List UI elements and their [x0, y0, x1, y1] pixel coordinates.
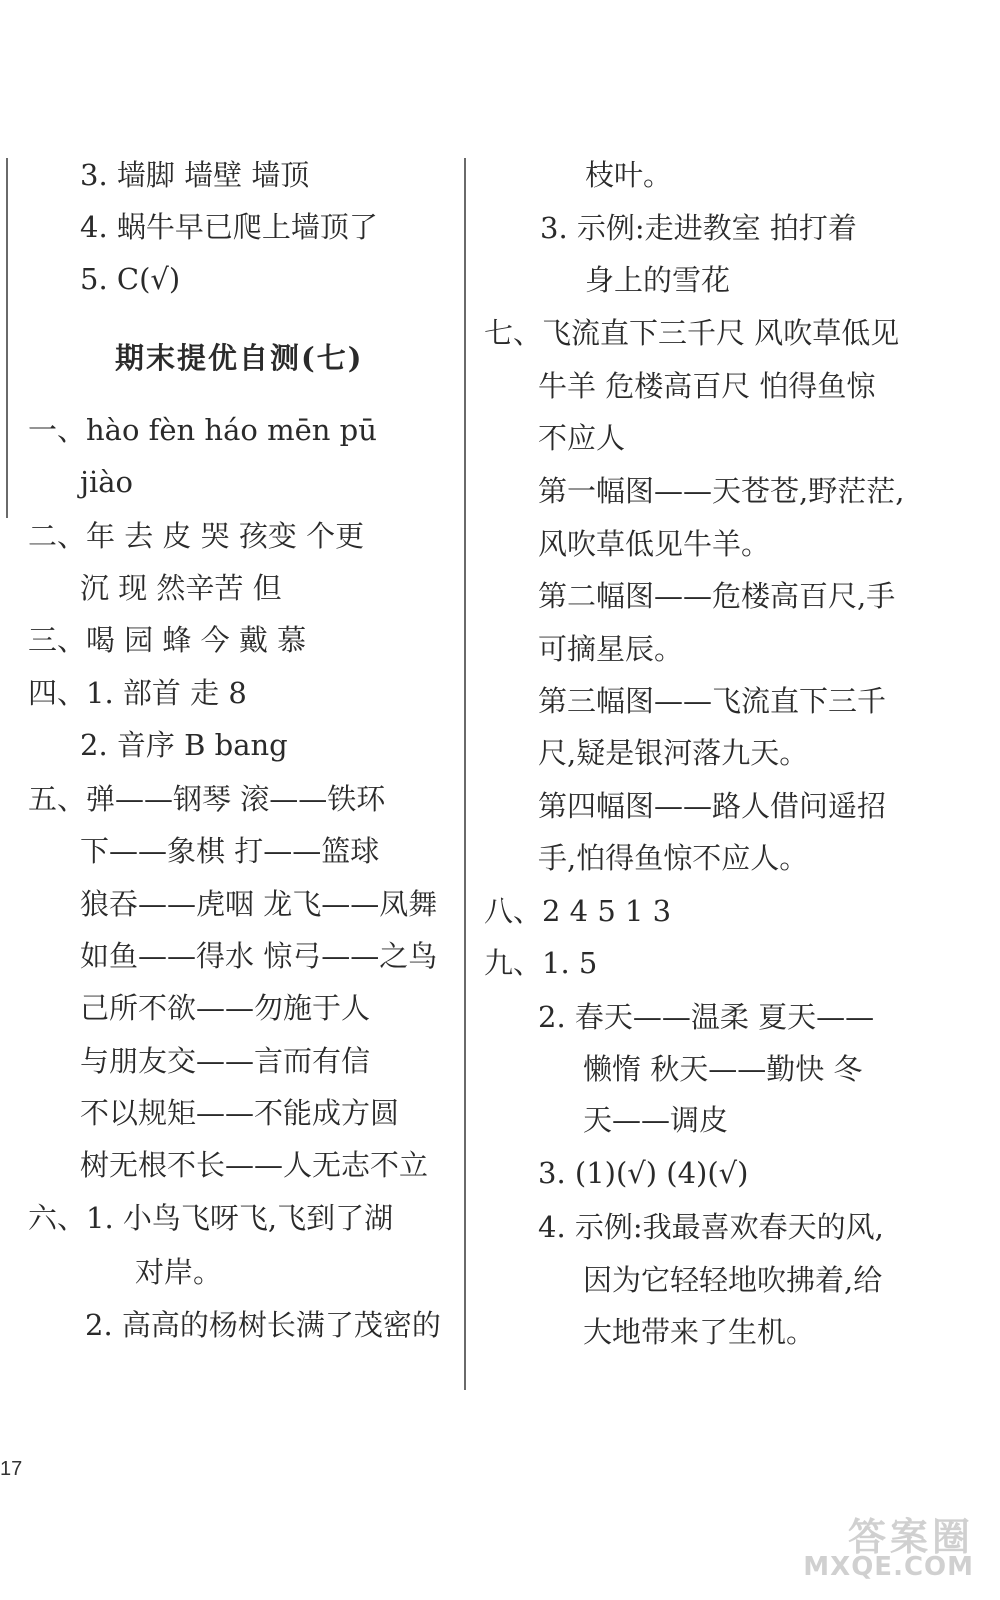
answer-line: 与朋友交——言而有信 [80, 1044, 371, 1078]
answer-line: 因为它轻轻地吹拂着,给 [583, 1263, 883, 1297]
answer-line: 大地带来了生机。 [583, 1315, 816, 1349]
answer-line: jiào [80, 465, 134, 499]
left-margin-rule [6, 158, 8, 518]
answer-line: 八、2 4 5 1 3 [484, 894, 672, 928]
answer-line: 狼吞——虎咽 龙飞——凤舞 [80, 887, 438, 921]
watermark-cn: 答案圈 [847, 1515, 974, 1559]
answer-line: 牛羊 危楼高百尺 怕得鱼惊 [538, 369, 876, 403]
answer-line: 3. 墙脚 墙壁 墙顶 [80, 158, 310, 192]
answer-line: 九、1. 5 [484, 946, 598, 980]
answer-line: 2. 高高的杨树长满了茂密的 [85, 1308, 441, 1342]
answer-line: 4. 示例:我最喜欢春天的风, [538, 1210, 884, 1244]
answer-line: 三、喝 园 蜂 今 戴 慕 [28, 623, 307, 657]
answer-line: 枝叶。 [585, 158, 673, 192]
answer-line: 3. (1)(√) (4)(√) [538, 1156, 749, 1190]
answer-line: 第四幅图——路人借问遥招 [538, 789, 887, 823]
answer-line: 风吹草低见牛羊。 [538, 527, 771, 561]
watermark-logo [800, 1506, 980, 1586]
section-title: 期末提优自测(七) [115, 341, 364, 375]
answer-line: 天——调皮 [583, 1103, 729, 1137]
answer-line: 尺,疑是银河落九天。 [538, 736, 809, 770]
column-divider [464, 158, 466, 1390]
answer-line: 沉 现 然辛苦 但 [80, 571, 282, 605]
answer-line: 己所不欲——勿施于人 [80, 991, 371, 1025]
answer-line: 不以规矩——不能成方圆 [80, 1096, 400, 1130]
answer-line: 如鱼——得水 惊弓——之鸟 [80, 939, 438, 973]
answer-line: 第一幅图——天苍苍,野茫茫, [538, 474, 905, 508]
answer-line: 五、弹——钢琴 滚——铁环 [28, 782, 386, 816]
answer-line: 四、1. 部首 走 8 [28, 676, 247, 710]
answer-line: 2. 音序 B bang [80, 728, 288, 762]
answer-line: 5. C(√) [80, 262, 181, 296]
answer-line: 七、飞流直下三千尺 风吹草低见 [484, 316, 900, 350]
answer-line: 懒惰 秋天——勤快 冬 [583, 1052, 863, 1086]
page-number: 17 [0, 1458, 23, 1480]
answer-line: 二、年 去 皮 哭 孩变 个更 [28, 519, 365, 553]
answer-line: 第三幅图——飞流直下三千 [538, 684, 887, 718]
answer-line: 不应人 [538, 421, 626, 455]
answer-line: 下——象棋 打——篮球 [80, 834, 380, 868]
answer-line: 4. 蜗牛早已爬上墙顶了 [80, 210, 378, 244]
answer-line: 对岸。 [135, 1255, 223, 1289]
watermark-en: MXQE.COM [803, 1552, 974, 1582]
answer-line: 第二幅图——危楼高百尺,手 [538, 579, 896, 613]
answer-line: 树无根不长——人无志不立 [80, 1148, 429, 1182]
answer-line: 可摘星辰。 [538, 632, 684, 666]
answer-line: 手,怕得鱼惊不应人。 [538, 841, 809, 875]
answer-line: 一、hào fèn háo mēn pū [28, 413, 377, 447]
answer-line: 身上的雪花 [585, 263, 731, 297]
answer-line: 2. 春天——温柔 夏天—— [538, 1000, 875, 1034]
answer-line: 3. 示例:走进教室 拍打着 [540, 211, 857, 245]
answer-line: 六、1. 小鸟飞呀飞,飞到了湖 [28, 1201, 394, 1235]
